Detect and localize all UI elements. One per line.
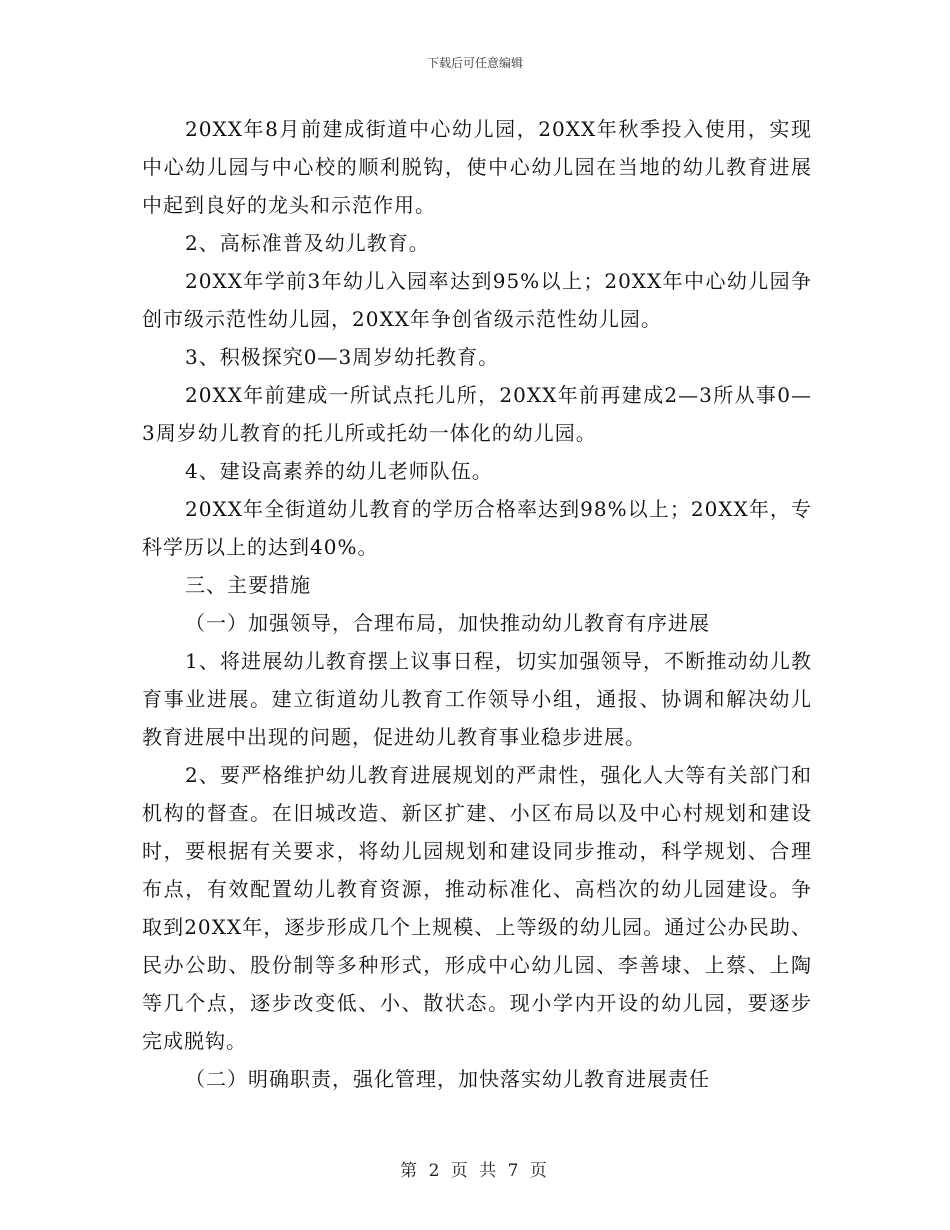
paragraph-nursery-plan: 20XX年前建成一所试点托儿所，20XX年前再建成2—3所从事0—3周岁幼儿教育的托儿所或托幼一体化的幼儿园。 xyxy=(142,383,812,445)
paragraph-heading-popularize: 2、高标准普及幼儿教育。 xyxy=(185,231,430,255)
document-body xyxy=(142,110,812,1098)
paragraph-planning-supervision: 2、要严格维护幼儿教育进展规划的严肃性，强化人大等有关部门和机构的督查。在旧城改造、新区扩建、小区布局以及中心村规划和建设时，要根据有关要求，将幼儿园规划和建设同步推动，科学规划、合理布点，有效配置幼儿教育资源，推动标准化、高档次的幼儿园建设。争取到20XX年，逐步形成几个上规模、上等级的幼儿园。通过公办民助、民办公助、股份制等多种形式，形成中心幼儿园、李善埭、上蔡、上陶等几个点，逐步改变低、小、散状态。现小学内开设的幼儿园，要逐步完成脱钩。 xyxy=(142,763,812,1053)
header-note: 下载后可任意编辑 xyxy=(426,56,523,70)
paragraph-heading-teachers: 4、建设高素养的幼儿老师队伍。 xyxy=(185,459,493,483)
page-number-footer: 第 2 页 共 7 页 xyxy=(400,1161,550,1181)
subsection-heading-leadership: （一）加强领导，合理布局，加快推动幼儿教育有序进展 xyxy=(185,611,710,635)
section-heading-measures: 三、主要措施 xyxy=(185,573,311,597)
subsection-heading-responsibility: （二）明确职责，强化管理，加快落实幼儿教育进展责任 xyxy=(185,1067,710,1091)
paragraph-leadership-agenda: 1、将进展幼儿教育摆上议事日程，切实加强领导，不断推动幼儿教育事业进展。建立街道幼儿教育工作领导小组，通报、协调和解决幼儿教育进展中出现的问题，促进幼儿教育事业稳步进展。 xyxy=(142,649,812,749)
paragraph-teacher-qualification: 20XX年全街道幼儿教育的学历合格率达到98%以上；20XX年，专科学历以上的达到40%。 xyxy=(142,497,812,559)
paragraph-enrollment-rate: 20XX年学前3年幼儿入园率达到95%以上；20XX年中心幼儿园争创市级示范性幼儿园，20XX年争创省级示范性幼儿园。 xyxy=(142,269,812,331)
paragraph-heading-nursery: 3、积极探究0—3周岁幼托教育。 xyxy=(185,345,500,369)
paragraph-goal-center-kindergarten: 20XX年8月前建成街道中心幼儿园，20XX年秋季投入使用，实现中心幼儿园与中心校的顺利脱钩，使中心幼儿园在当地的幼儿教育进展中起到良好的龙头和示范作用。 xyxy=(142,117,812,217)
